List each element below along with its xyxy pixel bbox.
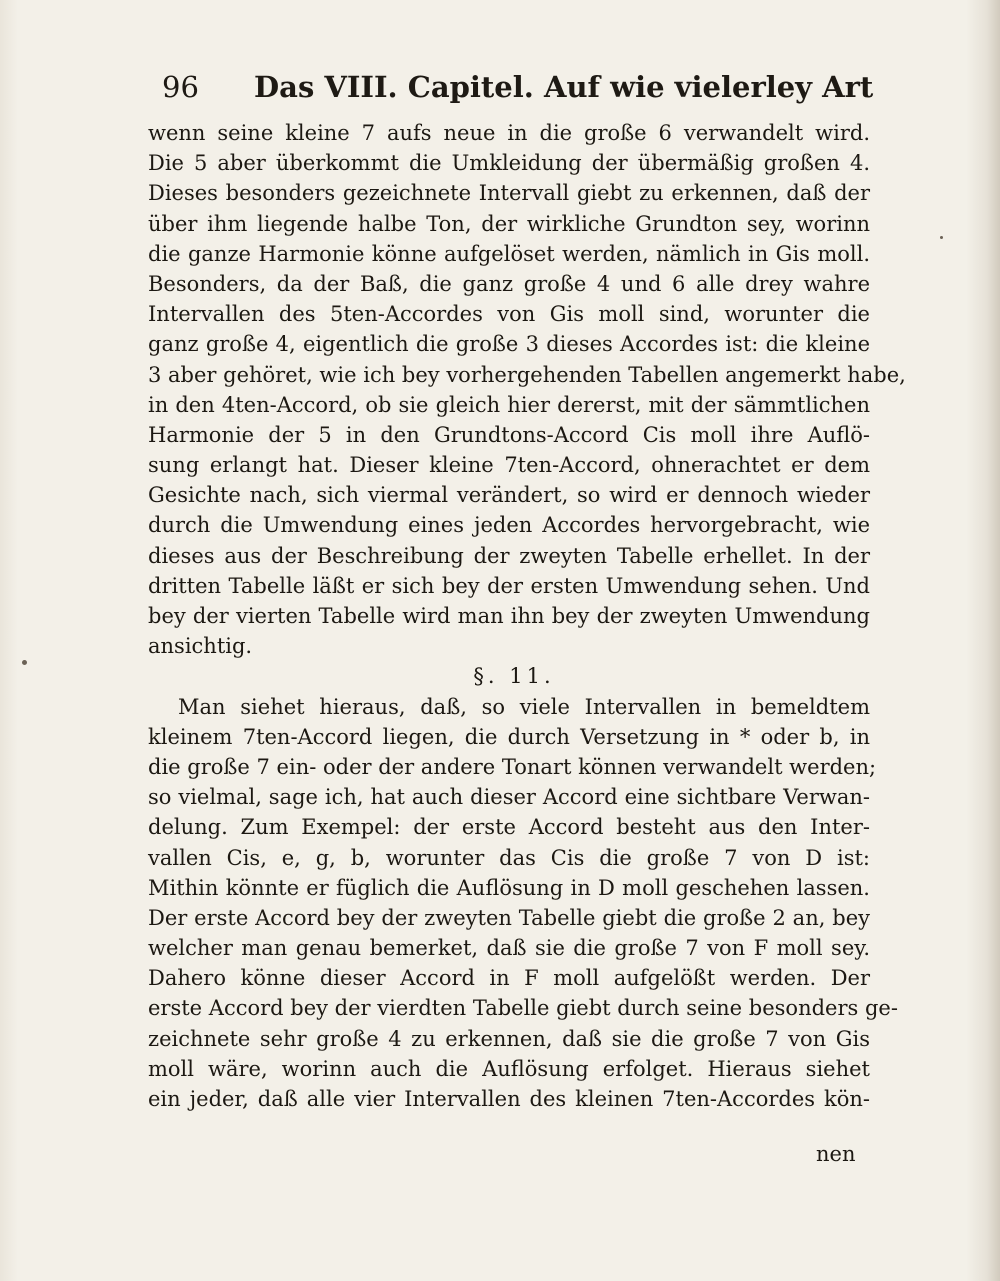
text-line: ein jeder, daß alle vier Intervallen des kleinen 7ten-Accordes kön- <box>148 1087 870 1111</box>
page-number: 96 <box>162 70 199 104</box>
text-line: die große 7 ein- oder der andere Tonart können verwandelt werden; <box>148 754 877 779</box>
text-line: delung. Zum Exempel: der erste Accord besteht aus den Inter- <box>148 815 870 840</box>
text-line: Die 5 aber überkommt die Umkleidung der übermäßig großen 4. <box>148 151 870 176</box>
running-head <box>162 66 874 110</box>
text-line: sung erlangt hat. Dieser kleine 7ten-Accord, ohnerachtet er dem <box>148 453 870 478</box>
chapter-title: Das VIII. Capitel. Auf wie vielerley Art <box>254 70 874 104</box>
text-line: kleinem 7ten-Accord liegen, die durch Versetzung in * oder b, in <box>148 724 870 749</box>
text-line: Man siehet hieraus, daß, so viele Intervallen in bemeldtem <box>178 694 870 719</box>
text-line: Besonders, da der Baß, die ganz große 4 und 6 alle drey wahre <box>148 271 870 296</box>
text-line: 3 aber gehöret, wie ich bey vorhergehenden Tabellen angemerkt habe, <box>148 362 906 387</box>
page-edge-shadow <box>966 0 1000 1281</box>
text-line: dieses aus der Beschreibung der zweyten Tabelle erhellet. In der <box>148 543 870 568</box>
text-line: ansichtig. <box>148 634 253 659</box>
text-line: welcher man genau bemerket, daß sie die große 7 von F moll sey. <box>148 936 870 961</box>
text-line: die ganze Harmonie könne aufgelöset werden, nämlich in Gis moll. <box>148 241 870 266</box>
text-line: Intervallen des 5ten-Accordes von Gis moll sind, worunter die <box>148 302 870 327</box>
text-line: bey der vierten Tabelle wird man ihn bey der zweyten Umwendung <box>148 604 870 628</box>
text-line: zeichnete sehr große 4 zu erkennen, daß sie die große 7 von Gis <box>148 1026 870 1051</box>
paper-speck <box>940 236 943 239</box>
section-heading: §. 11. <box>473 664 555 689</box>
body-text <box>148 118 906 1114</box>
text-line: wenn seine kleine 7 aufs neue in die große 6 verwandelt wird. <box>148 121 870 145</box>
text-line: Der erste Accord bey der zweyten Tabelle giebt die große 2 an, bey <box>148 905 870 930</box>
text-line: Gesichte nach, sich viermal verändert, so wird er dennoch wieder <box>148 483 870 508</box>
gutter-shadow <box>0 0 18 1281</box>
text-line: Mithin könnte er füglich die Auflösung in D moll geschehen lassen. <box>148 875 870 900</box>
text-line: moll wäre, worinn auch die Auflösung erfolget. Hieraus siehet <box>148 1056 870 1081</box>
text-line: Dahero könne dieser Accord in F moll aufgelößt werden. Der <box>148 966 870 991</box>
text-line: erste Accord bey der vierdten Tabelle giebt durch seine besonders ge- <box>148 996 898 1021</box>
text-line: so vielmal, sage ich, hat auch dieser Accord eine sichtbare Verwan- <box>148 785 870 810</box>
catchword: nen <box>816 1142 856 1166</box>
text-line: durch die Umwendung eines jeden Accordes hervorgebracht, wie <box>148 513 870 538</box>
text-line: ganz große 4, eigentlich die große 3 dieses Accordes ist: die kleine <box>148 332 870 357</box>
paper-speck <box>22 660 27 665</box>
text-line: in den 4ten-Accord, ob sie gleich hier dererst, mit der sämmtlichen <box>148 392 870 417</box>
text-line: vallen Cis, e, g, b, worunter das Cis die große 7 von D ist: <box>148 845 870 870</box>
text-line: dritten Tabelle läßt er sich bey der ersten Umwendung sehen. Und <box>148 573 870 598</box>
text-line: über ihm liegende halbe Ton, der wirkliche Grundton sey, worinn <box>148 211 870 236</box>
text-line: Dieses besonders gezeichnete Intervall giebt zu erkennen, daß der <box>148 181 870 206</box>
text-line: Harmonie der 5 in den Grundtons-Accord Cis moll ihre Auflö- <box>148 422 870 447</box>
